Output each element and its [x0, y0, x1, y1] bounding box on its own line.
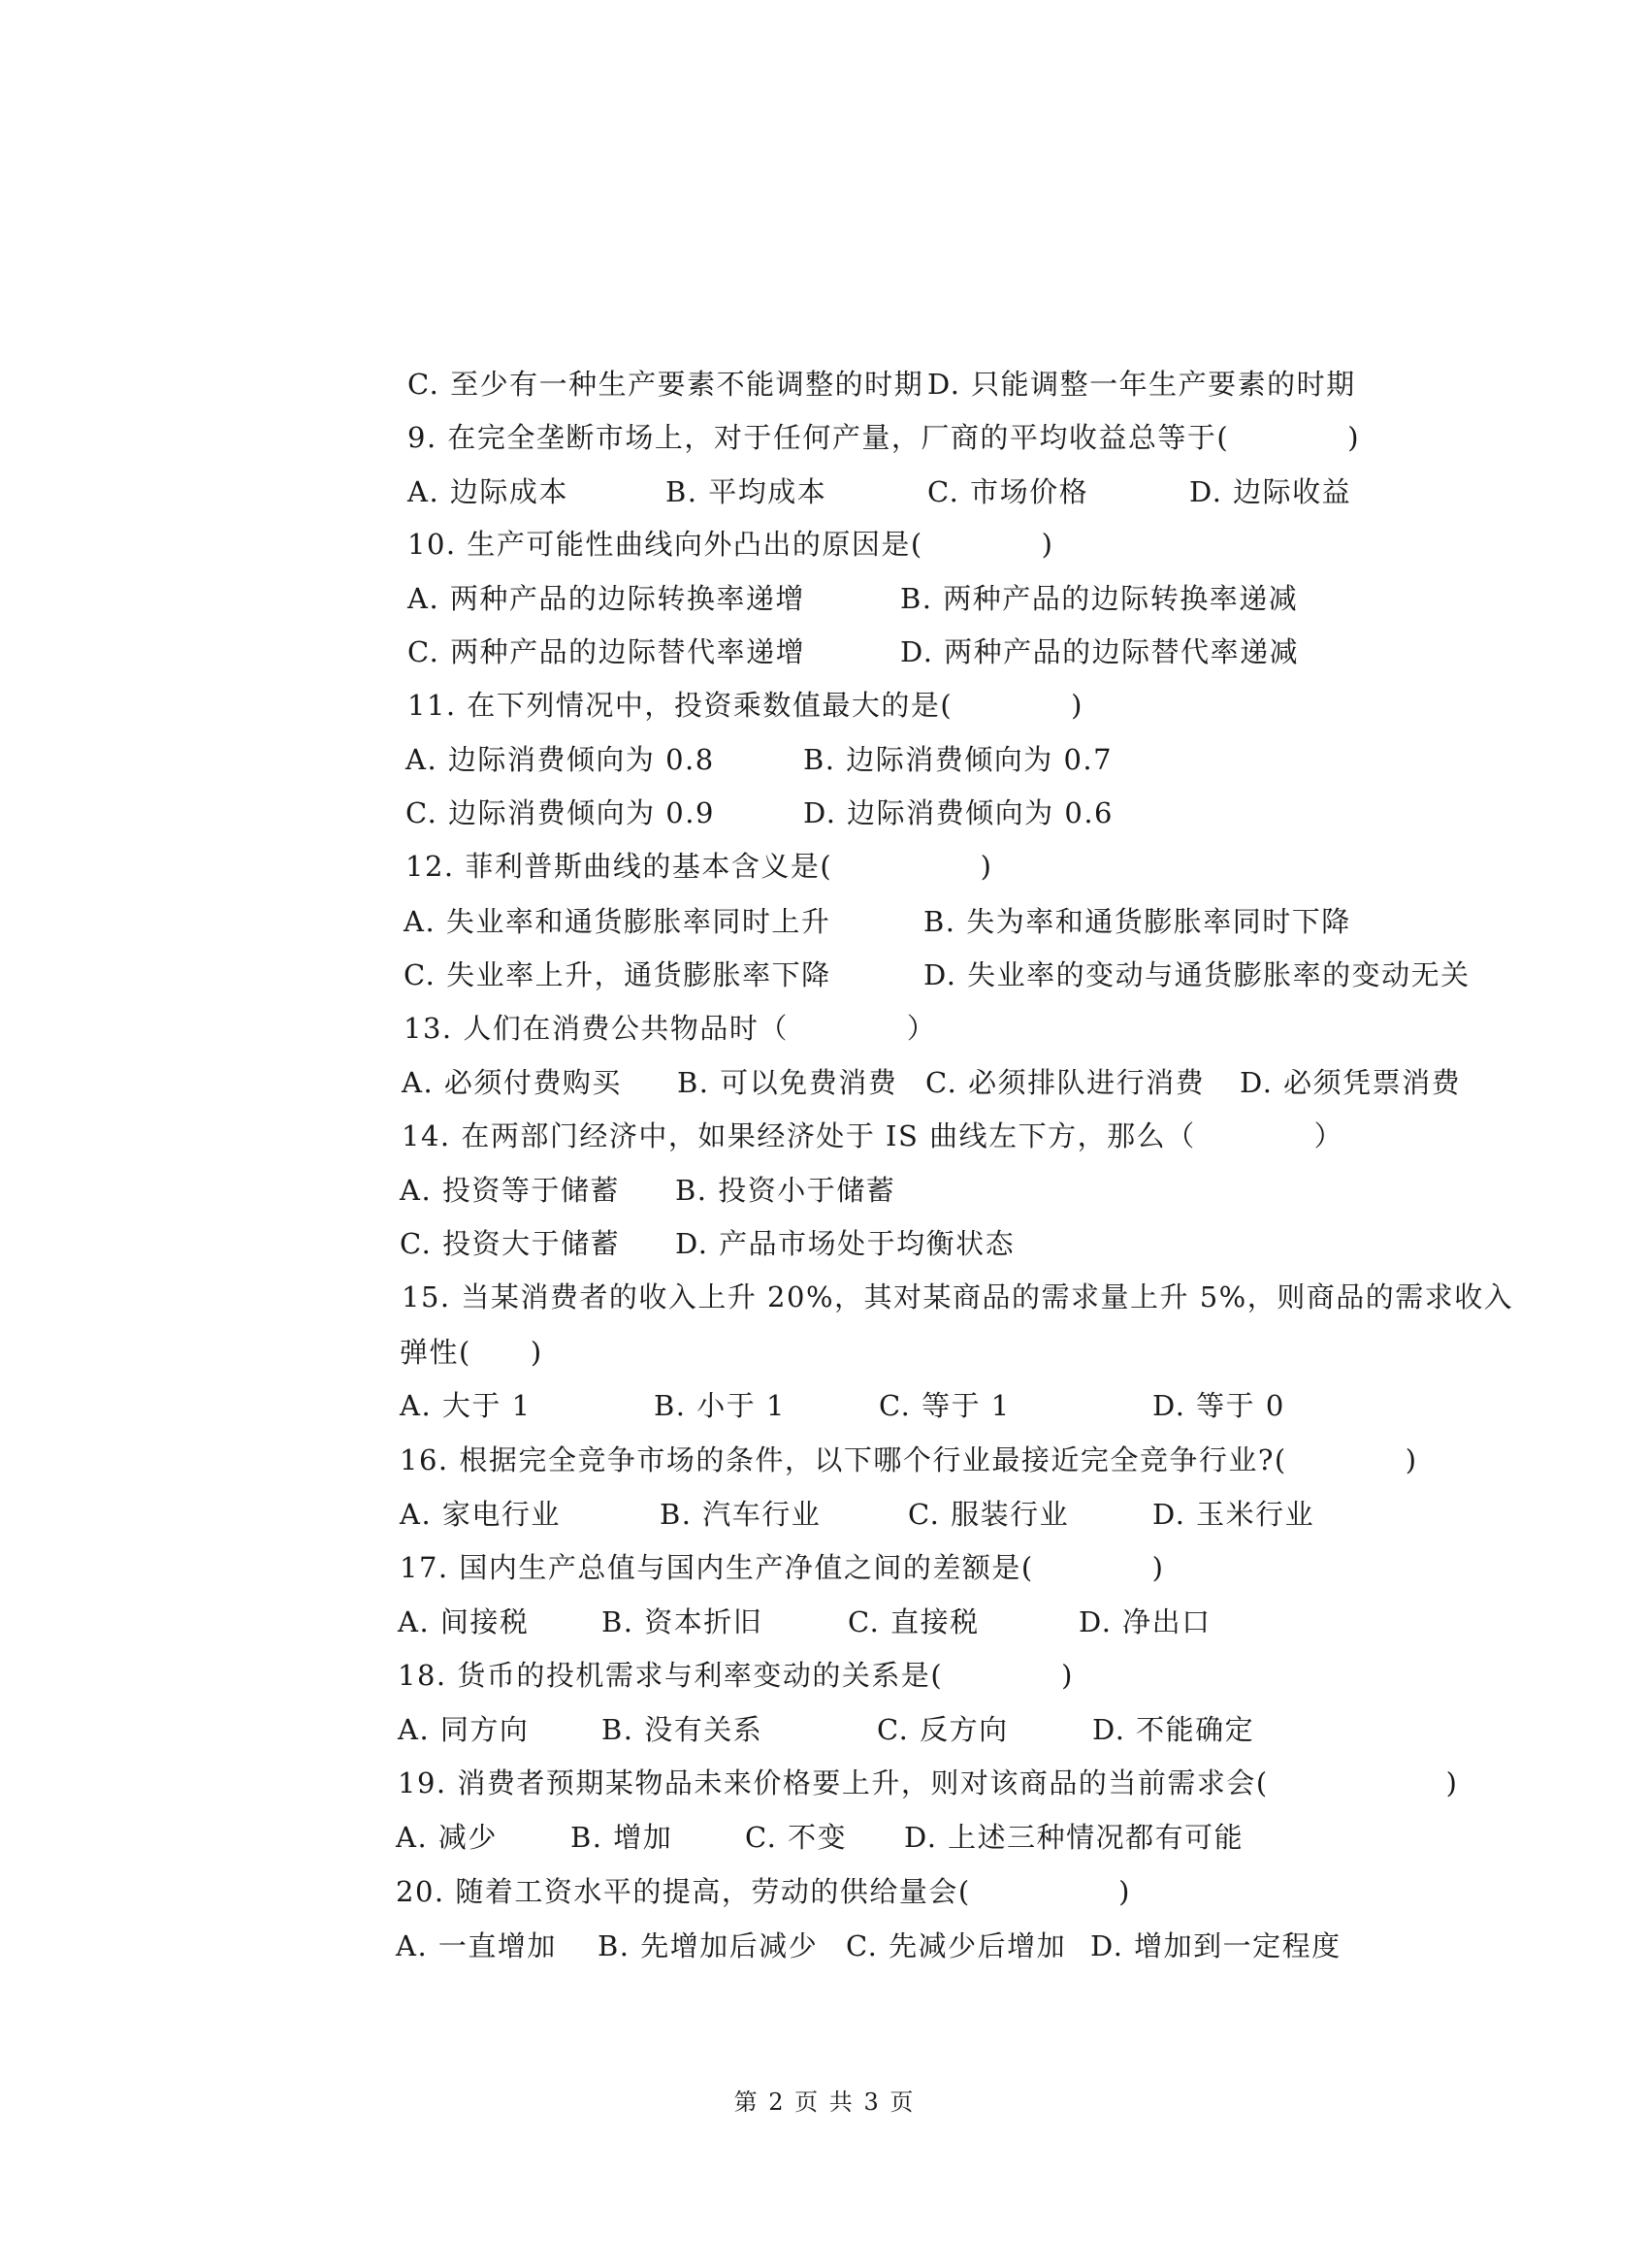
q18-option-a: A. 同方向: [398, 1713, 530, 1746]
q13-option-d: D. 必须凭票消费: [1240, 1066, 1462, 1099]
q20-option-d: D. 增加到一定程度: [1090, 1929, 1342, 1962]
q19-option-b: B. 增加: [570, 1821, 673, 1854]
q12-option-a: A. 失业率和通货膨胀率同时上升: [404, 905, 831, 938]
q18-stem: 18. 货币的投机需求与利率变动的关系是( ): [398, 1659, 1074, 1692]
q17-stem: 17. 国内生产总值与国内生产净值之间的差额是( ): [400, 1551, 1165, 1584]
q18-option-c: C. 反方向: [877, 1713, 1009, 1746]
q12-option-b: B. 失为率和通货膨胀率同时下降: [923, 905, 1351, 938]
q9-stem: 9. 在完全垄断市场上，对于任何产量，厂商的平均收益总等于( ): [407, 421, 1361, 454]
q13-option-b: B. 可以免费消费: [677, 1066, 898, 1099]
q15-option-c: C. 等于 1: [879, 1389, 1011, 1422]
q13-option-a: A. 必须付费购买: [402, 1066, 622, 1099]
q16-option-b: B. 汽车行业: [660, 1498, 822, 1531]
q19-stem: 19. 消费者预期某物品未来价格要上升，则对该商品的当前需求会( ): [398, 1766, 1459, 1799]
q14-option-a: A. 投资等于储蓄: [400, 1174, 620, 1207]
q9-option-a: A. 边际成本: [407, 475, 568, 508]
q14-option-b: B. 投资小于储蓄: [675, 1174, 896, 1207]
q10-option-b: B. 两种产品的边际转换率递减: [900, 582, 1299, 615]
q17-option-b: B. 资本折旧: [601, 1605, 763, 1638]
q9-option-d: D. 边际收益: [1189, 475, 1352, 508]
q18-option-d: D. 不能确定: [1092, 1713, 1255, 1746]
q10-option-a: A. 两种产品的边际转换率递增: [407, 582, 805, 615]
q9-option-b: B. 平均成本: [665, 475, 827, 508]
q16-option-a: A. 家电行业: [400, 1498, 561, 1531]
q15-option-b: B. 小于 1: [654, 1389, 786, 1422]
q14-stem: 14. 在两部门经济中，如果经济处于 IS 曲线左下方，那么（ ）: [402, 1119, 1344, 1152]
q16-option-c: C. 服装行业: [908, 1498, 1070, 1531]
q17-option-a: A. 间接税: [398, 1605, 530, 1638]
q20-option-b: B. 先增加后减少: [598, 1929, 819, 1962]
q15-stem: 15. 当某消费者的收入上升 20%，其对某商品的需求量上升 5%，则商品的需求收入: [402, 1280, 1514, 1313]
q17-option-d: D. 净出口: [1079, 1605, 1212, 1638]
q15-stem-continued: 弹性( ): [400, 1336, 543, 1369]
q16-option-d: D. 玉米行业: [1152, 1498, 1315, 1531]
q17-option-c: C. 直接税: [848, 1605, 980, 1638]
q8-option-c: C. 至少有一种生产要素不能调整的时期: [407, 368, 924, 401]
q13-stem: 13. 人们在消费公共物品时（ ）: [404, 1012, 937, 1045]
q12-option-c: C. 失业率上升，通货膨胀率下降: [404, 958, 831, 991]
q11-option-c: C. 边际消费倾向为 0.9: [405, 796, 715, 829]
q10-stem: 10. 生产可能性曲线向外凸出的原因是( ): [407, 528, 1054, 561]
q11-option-a: A. 边际消费倾向为 0.8: [405, 743, 715, 776]
q19-option-d: D. 上述三种情况都有可能: [904, 1821, 1245, 1854]
q11-option-d: D. 边际消费倾向为 0.6: [803, 796, 1114, 829]
q20-option-c: C. 先减少后增加: [846, 1929, 1067, 1962]
q19-option-a: A. 减少: [396, 1821, 498, 1854]
q12-stem: 12. 菲利普斯曲线的基本含义是( ): [405, 850, 993, 883]
q15-option-d: D. 等于 0: [1152, 1389, 1285, 1422]
q10-option-d: D. 两种产品的边际替代率递减: [900, 635, 1300, 668]
q13-option-c: C. 必须排队进行消费: [925, 1066, 1206, 1099]
q11-option-b: B. 边际消费倾向为 0.7: [803, 743, 1114, 776]
q9-option-c: C. 市场价格: [927, 475, 1089, 508]
q11-stem: 11. 在下列情况中，投资乘数值最大的是( ): [407, 689, 1083, 722]
q16-stem: 16. 根据完全竞争市场的条件，以下哪个行业最接近完全竞争行业?( ): [400, 1443, 1418, 1476]
q14-option-c: C. 投资大于储蓄: [400, 1227, 621, 1260]
q20-option-a: A. 一直增加: [396, 1929, 557, 1962]
q14-option-d: D. 产品市场处于均衡状态: [675, 1227, 1016, 1260]
q19-option-c: C. 不变: [745, 1821, 848, 1854]
q8-option-d: D. 只能调整一年生产要素的时期: [927, 368, 1356, 401]
q18-option-b: B. 没有关系: [601, 1713, 763, 1746]
page-number-footer: 第 2 页 共 3 页: [733, 2089, 916, 2116]
q20-stem: 20. 随着工资水平的提高，劳动的供给量会( ): [396, 1875, 1131, 1908]
q15-option-a: A. 大于 1: [400, 1389, 532, 1422]
q10-option-c: C. 两种产品的边际替代率递增: [407, 635, 806, 668]
q12-option-d: D. 失业率的变动与通货膨胀率的变动无关: [923, 958, 1471, 991]
